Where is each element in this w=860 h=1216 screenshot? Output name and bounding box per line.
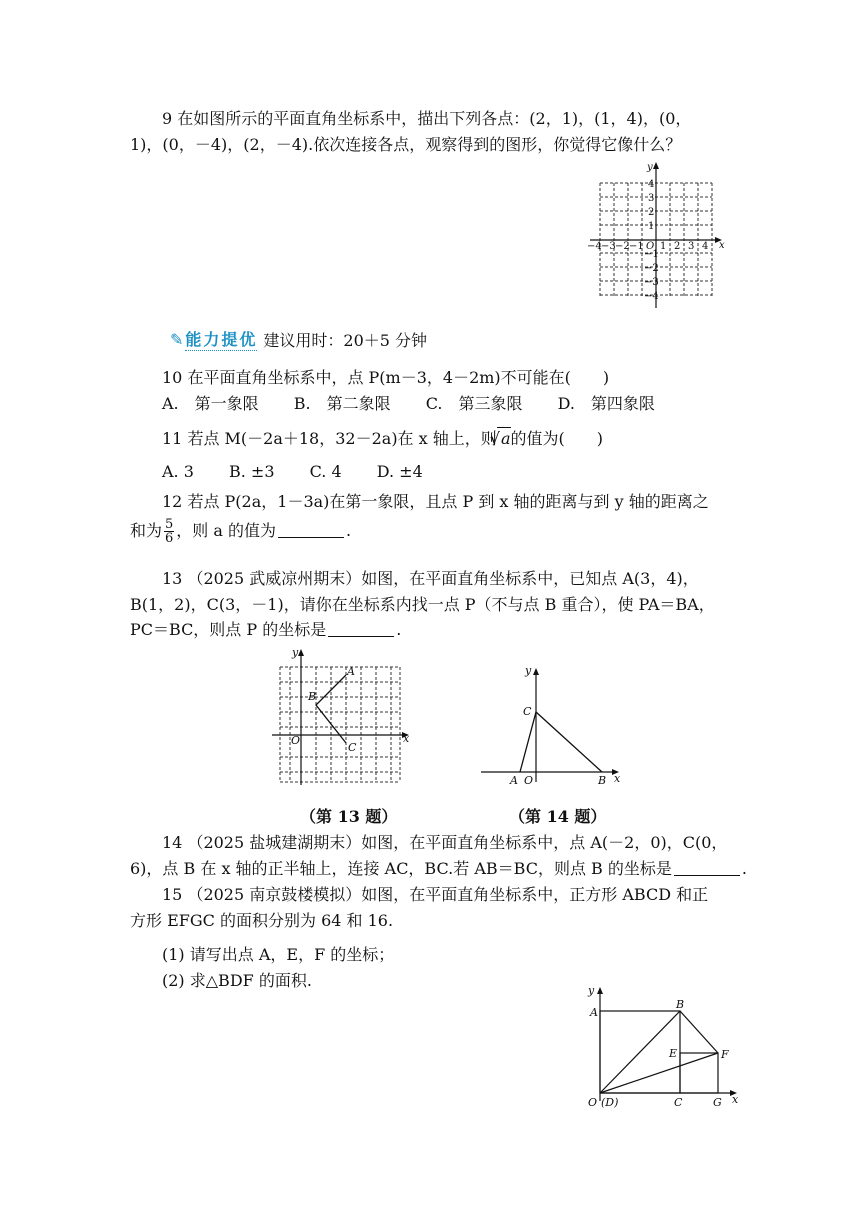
q12-frac-num: 5: [165, 517, 174, 532]
q12-frac-den: 6: [165, 531, 174, 546]
fig15-label-x: x: [732, 1093, 739, 1106]
fig13-label-o: O: [291, 734, 301, 747]
fig13-label-b: B: [308, 690, 317, 703]
q9-line1: 9 在如图所示的平面直角坐标系中，描出下列各点：(2，1)，(1，4)，(0，: [162, 109, 692, 128]
fig15-label-o: O: [588, 1096, 598, 1109]
q14-line2-end: .: [741, 859, 747, 878]
q11-sqrt-arg: a: [500, 429, 511, 448]
q13-line1: 13 （2025 武威凉州期末）如图，在平面直角坐标系中，已知点 A(3，4)，: [162, 569, 699, 588]
fig14: [477, 660, 625, 790]
q13-line2: B(1，2)，C(3，－1)，请你在坐标系内找一点 P（不与点 B 重合），使 PA＝BA，: [130, 595, 715, 614]
q12-line1: 12 若点 P(2a，1－3a)在第一象限，且点 P 到 x 轴的距离与到 y 轴的距离之: [162, 492, 709, 511]
q11-option-d: D. ±4: [376, 462, 423, 481]
q13-line3-end: .: [396, 620, 402, 639]
q13-line3: [130, 619, 401, 641]
fig15-label-g: G: [713, 1096, 722, 1109]
q9-ylabel-2: 2: [648, 207, 655, 218]
q9-xlabel-neg3: −3: [601, 241, 616, 252]
q11-options: [162, 461, 453, 483]
q9-ylabel-1: 1: [648, 221, 655, 232]
q9-ylabel-neg2: −2: [644, 263, 659, 274]
fig14-label-o: O: [524, 774, 534, 787]
q9-xlabel-3: 3: [688, 241, 695, 252]
q10-option-b: B. 第二象限: [293, 394, 391, 413]
fig15-label-a: A: [590, 1006, 598, 1019]
q12-line2: [130, 518, 351, 545]
fig14-label-y: y: [525, 664, 532, 677]
fig13-label-x: x: [403, 732, 410, 745]
fig15: [578, 983, 748, 1113]
q11-option-b: B. ±3: [229, 462, 275, 481]
q14-line2: [130, 858, 747, 880]
q13-line3-a: PC＝BC，则点 P 的坐标是: [130, 620, 327, 639]
q11-option-a: A. 3: [162, 462, 194, 481]
q9-ylabel-3: 3: [648, 193, 655, 204]
q9-ylabel-neg1: −1: [644, 249, 659, 260]
fig14-label-x: x: [614, 772, 621, 785]
q15-line1: 15 （2025 南京鼓楼模拟）如图，在平面直角坐标系中，正方形 ABCD 和正: [162, 885, 709, 904]
fig15-label-f: F: [721, 1048, 729, 1061]
q14-line2-a: 6)，点 B 在 x 轴的正半轴上，连接 AC，BC.若 AB＝BC，则点 B 的坐标是: [130, 859, 672, 878]
q11-option-c: C. 4: [309, 462, 342, 481]
q12-fraction: [164, 518, 174, 545]
fig15-label-e: E: [669, 1047, 678, 1060]
fig15-label-b: B: [676, 998, 685, 1011]
fig14-caption: （第 14 题）: [509, 807, 607, 826]
q11-stem: [162, 427, 603, 450]
q13-answer-blank[interactable]: [328, 620, 394, 637]
fig13-caption: （第 13 题）: [300, 807, 398, 826]
q12-answer-blank[interactable]: [278, 521, 344, 538]
section-title: 能力提优: [185, 327, 257, 351]
fig14-label-c: C: [523, 705, 532, 718]
fig14-label-b: B: [598, 774, 607, 787]
q10-option-a: A. 第一象限: [162, 394, 259, 413]
q9-grid-figure: [585, 160, 730, 312]
q9-xlabel-4: 4: [702, 241, 709, 252]
pen-icon: ✎: [170, 329, 184, 349]
q10-option-d: D. 第四象限: [557, 394, 655, 413]
q14-answer-blank[interactable]: [674, 859, 740, 876]
q9-xlabel-neg4: −4: [587, 241, 602, 252]
q9-ylabel-neg4: −4: [644, 291, 659, 302]
q9-xlabel-1: 1: [660, 241, 667, 252]
q11-stem-a: 11 若点 M(－2a＋18，32－2a)在 x 轴上，则: [162, 429, 497, 448]
q14-line1: 14 （2025 盐城建湖期末）如图，在平面直角坐标系中，点 A(－2，0)，C(0，: [162, 833, 728, 852]
q9-line2: 1)，(0，－4)，(2，－4).依次连接各点，观察得到的图形，你觉得它像什么？: [130, 135, 682, 154]
fig15-label-y: y: [588, 984, 595, 997]
q12-line2-b: ，则 a 的值为: [176, 521, 277, 540]
section-heading: [170, 327, 427, 351]
q10-option-c: C. 第三象限: [425, 394, 523, 413]
q9-xlabel-neg2: −2: [615, 241, 630, 252]
fig13-label-a: A: [347, 665, 355, 678]
q9-ylabel-neg3: −3: [644, 277, 659, 288]
q11-stem-b: 的值为( ): [510, 429, 604, 448]
fig13-label-c: C: [348, 741, 357, 754]
q15-sub1: (1) 请写出点 A，E，F 的坐标；: [162, 945, 395, 964]
fig13: [270, 645, 415, 790]
q9-xlabel-2: 2: [674, 241, 681, 252]
q12-line2-a: 和为: [130, 521, 163, 540]
q9-axis-y: y: [647, 162, 653, 173]
q9-axis-x: x: [719, 240, 725, 251]
q12-line2-end: .: [346, 521, 352, 540]
q15-sub2: (2) 求△BDF 的面积.: [162, 971, 312, 990]
section-time: 建议用时：20＋5 分钟: [263, 330, 428, 350]
fig13-label-y: y: [292, 646, 299, 659]
q10-options: [162, 393, 685, 415]
q9-ylabel-4: 4: [648, 179, 655, 190]
fig15-label-d: (D): [601, 1096, 619, 1109]
q15-line2: 方形 EFGC 的面积分别为 64 和 16.: [130, 911, 394, 930]
fig14-label-a: A: [510, 774, 518, 787]
q9-xlabel-neg1: −1: [629, 241, 644, 252]
q9-origin: O: [646, 241, 655, 252]
q11-sqrt: [497, 427, 511, 450]
q10-stem: 10 在平面直角坐标系中，点 P(m－3，4－2m)不可能在( ): [162, 368, 610, 387]
fig15-label-c: C: [674, 1096, 683, 1109]
